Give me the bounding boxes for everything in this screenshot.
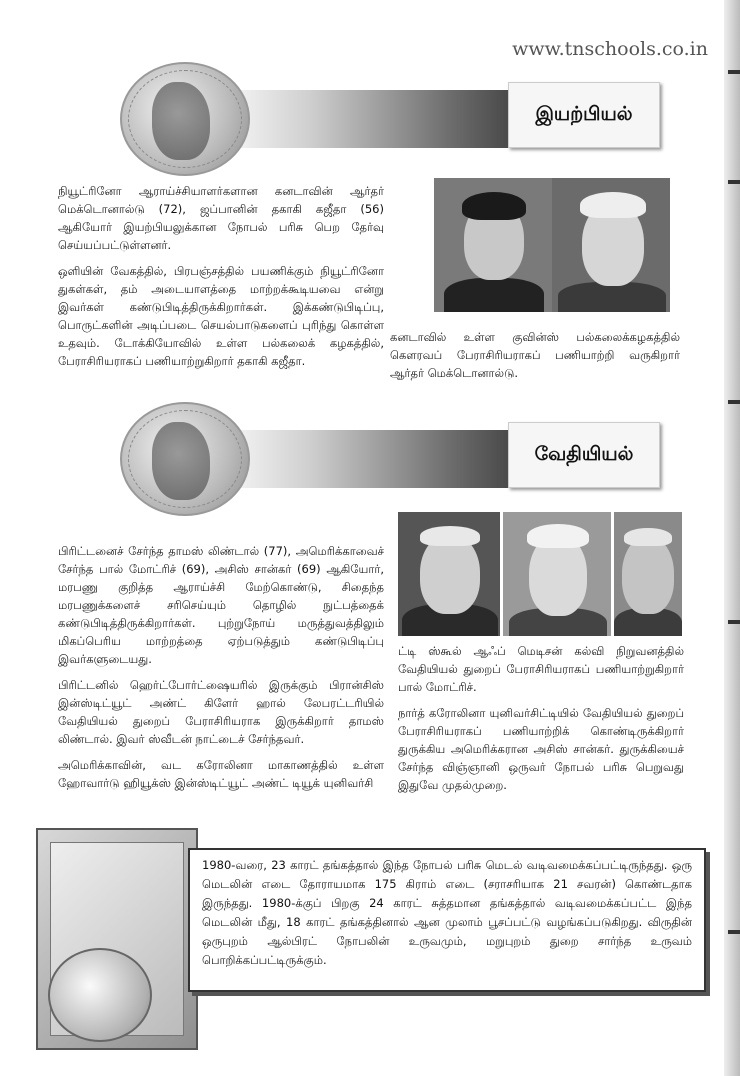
physics-heading: இயற்பியல் xyxy=(535,102,633,125)
physics-caption xyxy=(390,328,680,390)
physics-paragraph: ஒளியின் வேகத்தில், பிரபஞ்சத்தில் பயணிக்கும் நியூட்ரினோ துகள்கள், தம் அடையாளத்தை மாற்றக்கூடியவை என்று இவர்கள் கண்டுபிடித்திருக்கிறார்கள். இக்கண்டுபிடிப்பு, பொருட்களின் அடிப்படை செயல்பாடுகளைப் புரிந்து கொள்ள உதவும். டோக்கியோவில் உள்ள பல்கலைக் கழகத்தில், பேராசிரியராகப் பணியாற்றுகிறார் தகாகி கஜீதா. xyxy=(58,264,384,368)
physics-banner xyxy=(120,62,660,172)
chemistry-heading-box xyxy=(508,422,660,488)
physics-laureates-photo xyxy=(434,178,670,312)
medal-info-text: 1980-வரை, 23 காரட் தங்கத்தால் இந்த நோபல் பரிசு மெடல் வடிவமைக்கப்பட்டிருந்தது. ஒரு மெடலின் எடை தோராயமாக 175 கிராம் எடை (சராசரியாக 21 சவரன்) கொண்டதாக இருந்தது. 1980-க்குப் பிறகு 24 காரட் சுத்தமான தங்கத்தால் வடிவமைக்கப்பட்ட இந்த மெடலின் மீது, 18 காரட் தங்கத்தினால் ஆன முலாம் பூசப்பட்டு வழங்கப்படுகிறது. விருதின் ஒருபுறம் ஆல்பிரட் நோபலின் உருவமும், மறுபுறம் துறை சார்ந்த உருவம் பொறிக்கப்பட்டிருக்கும். xyxy=(202,858,692,967)
nobel-medal-image xyxy=(120,62,250,176)
chemistry-paragraph: பிரிட்டனைச் சேர்ந்த தாமஸ் லிண்டால் (77), அமெரிக்காவைச் சேர்ந்த பால் மோட்ரிச் (69), அசிஸ் சான்கர் (69) ஆகியோர், மரபணு குறித்த ஆராய்ச்சி மேற்கொண்டு, சிதைந்த மரபணுக்களைச் சரிசெய்யும் தொழில் நுட்பத்தைக் கண்டுபிடித்திருக்கிறார்கள். புற்றுநோய் மருத்துவத்திலும் மிகப்பெரிய மாற்றத்தை ஏற்படுத்தும் கண்டுபிடிப்பு இவர்களுடையது. xyxy=(58,544,384,666)
edge-tick xyxy=(728,70,740,74)
site-url: www.tnschools.co.in xyxy=(512,38,708,60)
nobel-medal-image xyxy=(120,402,250,516)
edge-tick xyxy=(728,400,740,404)
chemistry-text xyxy=(58,542,384,800)
page-edge xyxy=(724,0,740,1076)
chemistry-banner xyxy=(120,402,660,512)
chemistry-laureate-photo xyxy=(503,512,611,636)
medal-case-image xyxy=(36,828,198,1050)
chemistry-laureate-photo xyxy=(614,512,682,636)
chemistry-heading: வேதியியல் xyxy=(534,442,634,465)
chemistry-paragraph: பிரிட்டனில் ஹெர்ட்போர்ட்ஷையரில் இருக்கும் பிரான்சிஸ் இன்ஸ்டிட்யூட் அண்ட் கிளேர் ஹால் லேபரட்டரியில் வேதியியல் துறைப் பேராசிரியராக இருக்கிறார் தாமஸ் லிண்டால். இவர் ஸ்வீடன் நாட்டைச் சேர்ந்தவர். xyxy=(58,678,384,746)
physics-paragraph: நியூட்ரினோ ஆராய்ச்சியாளர்களான கனடாவின் ஆர்தர் மெக்டொனால்டு (72), ஜப்பானின் தகாகி கஜீதா (56) ஆகியோர் இயற்பியலுக்கான நோபல் பரிசு பெற தேர்வு செய்யப்பட்டுள்ளனர். xyxy=(58,184,384,252)
medal-info-box xyxy=(188,848,706,992)
chemistry-paragraph: அமெரிக்காவின், வட கரோலினா மாகாணத்தில் உள்ள ஹோவார்டு ஹியூக்ஸ் இன்ஸ்டிட்யூட் அண்ட் டியூக் யுனிவர்சி xyxy=(58,758,384,790)
edge-tick xyxy=(728,620,740,624)
physics-text xyxy=(58,182,384,378)
edge-tick xyxy=(728,180,740,184)
physics-heading-box xyxy=(508,82,660,148)
edge-tick xyxy=(728,930,740,934)
physics-caption-text: கனடாவில் உள்ள குவின்ஸ் பல்கலைக்கழகத்தில் கௌரவப் பேராசிரியராகப் பணியாற்றி வருகிறார் ஆர்தர் மெக்டொனால்டு. xyxy=(390,330,680,380)
chemistry-caption: ட்டி ஸ்கூல் ஆஃப் மெடிசன் கல்வி நிறுவனத்தில் வேதியியல் துறைப் பேராசிரியராகப் பணியாற்றுகிறார் பால் மோட்ரிச். xyxy=(398,644,684,694)
chemistry-captions xyxy=(398,642,684,802)
chemistry-laureate-photo xyxy=(398,512,500,636)
chemistry-caption: நார்த் கரோலினா யுனிவர்சிட்டியில் வேதியியல் துறைப் பேராசிரியராகப் பணியாற்றிக் கொண்டிருக்கிறார் துருக்கிய அமெரிக்கரான அசிஸ் சான்கர். துருக்கியைச் சேர்ந்த விஞ்ஞானி ஒருவர் நோபல் பரிசு பெறுவது இதுவே முதல்முறை. xyxy=(398,706,684,792)
